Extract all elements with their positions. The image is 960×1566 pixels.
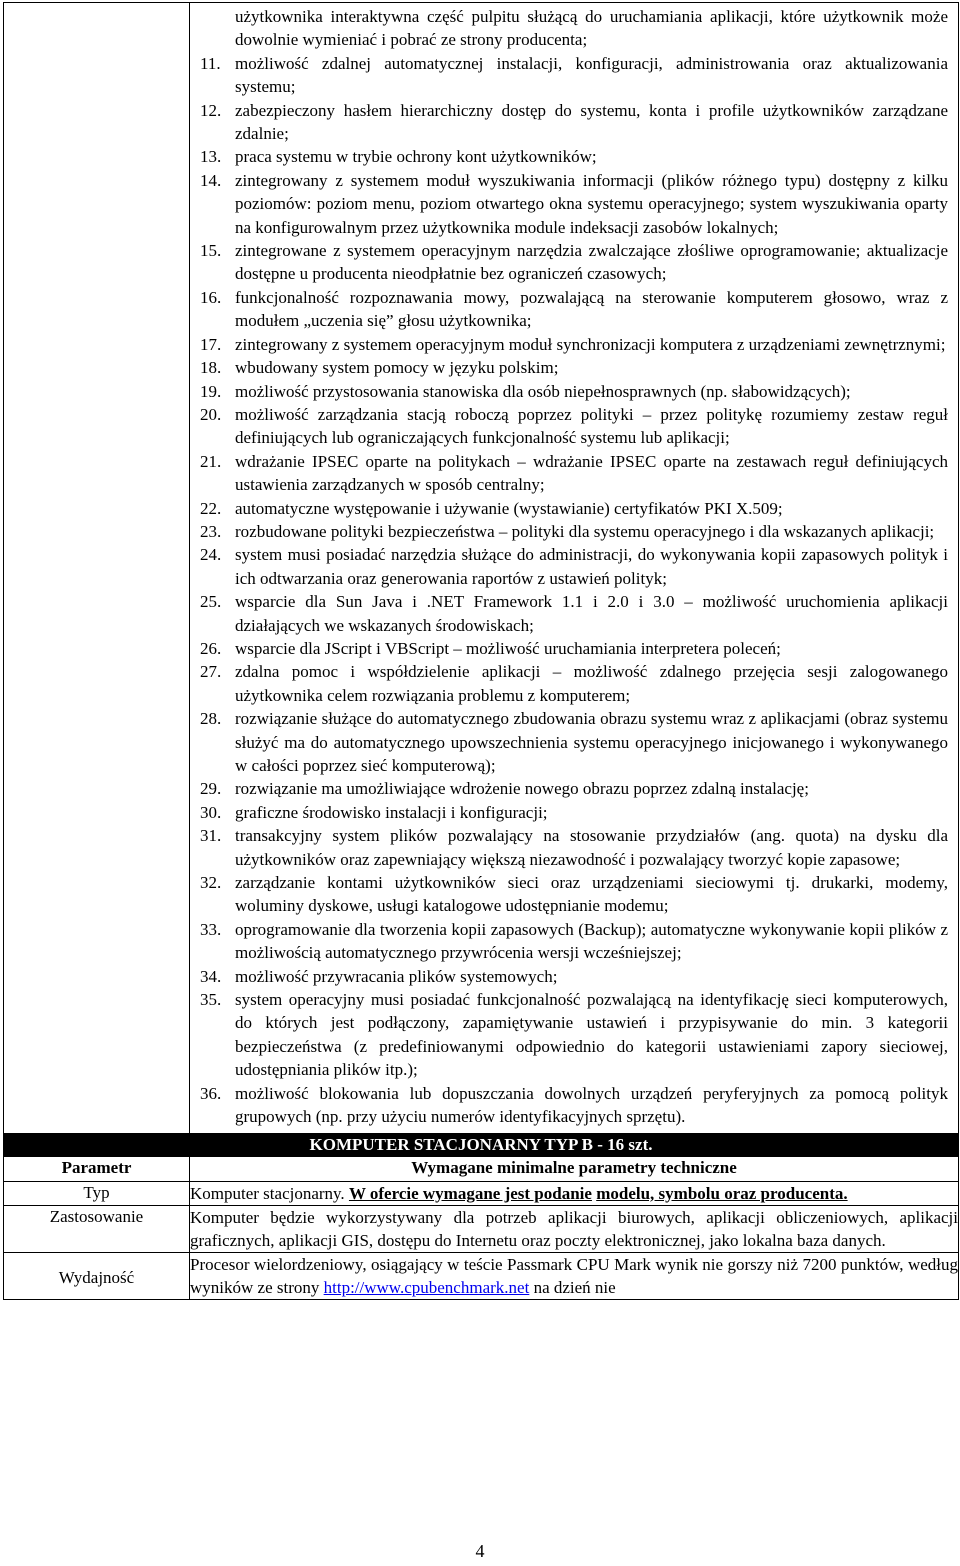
item-number: 12. [200, 100, 222, 120]
list-item [200, 871, 948, 918]
list-item [200, 5, 948, 52]
param-value: Komputer stacjonarny. W ofercie wymagane jest podanie modelu, symbolu oraz producenta. [190, 1181, 959, 1205]
list-item [200, 988, 948, 1082]
item-number: 22. [200, 498, 222, 518]
item-number: 34. [200, 966, 222, 986]
list-item [200, 1082, 948, 1129]
item-number: 21. [200, 451, 222, 471]
list-item [200, 169, 948, 239]
item-text: system operacyjny musi posiadać funkcjonalność pozwalającą na identyfikację sieci komputerowych, do których jest podłączony, zapamiętywanie ustawień i przypisywanie do min. 3 kategorii bezpieczeństwa (z predefiniowanymi odpowiednio do kategorii ustawieniami zapory sieciowej, udostępniania plików itp.); [235, 990, 948, 1080]
header-requirements: Wymagane minimalne parametry techniczne [190, 1156, 959, 1181]
param-value: Komputer będzie wykorzystywany dla potrzeb aplikacji biurowych, aplikacji obliczeniowych, aplikacji graficznych, aplikacji GIS, dostępu do Internetu oraz poczty elektronicznej, jako lokalna baza danych. [190, 1205, 959, 1252]
item-number: 33. [200, 919, 222, 939]
list-item [200, 520, 948, 543]
list-item [200, 52, 948, 99]
list-item [200, 777, 948, 800]
item-text: graficzne środowisko instalacji i konfiguracji; [235, 802, 548, 822]
emphasis-text: modelu, symbolu oraz producenta. [596, 1183, 848, 1203]
row-typ [4, 1181, 959, 1205]
item-text: zabezpieczony hasłem hierarchiczny dostęp do systemu, konta i profile użytkowników zarządzane zdalnie; [235, 100, 948, 144]
list-item [200, 239, 948, 286]
requirements-row [4, 3, 959, 1134]
item-number: 29. [200, 779, 222, 799]
continuation-text: użytkownika interaktywna część pulpitu służącą do uruchamiania aplikacji, które użytkownik może dowolnie wymieniać i pobrać ze strony producenta; [235, 7, 948, 50]
item-number: 17. [200, 334, 222, 354]
list-item [200, 660, 948, 707]
item-number: 26. [200, 638, 222, 658]
list-item [200, 380, 948, 403]
param-label: Wydajność [4, 1252, 190, 1299]
item-number: 23. [200, 521, 222, 541]
item-text: wdrażanie IPSEC oparte na politykach – wdrażanie IPSEC oparte na zestawach reguł definiujących ustawienia zarządzanych w sposób centralny; [235, 451, 948, 495]
item-number: 28. [200, 709, 222, 729]
list-item [200, 918, 948, 965]
item-text: praca systemu w trybie ochrony kont użytkowników; [235, 147, 597, 167]
list-item [200, 801, 948, 824]
item-text: oprogramowanie dla tworzenia kopii zapasowych (Backup); automatyczne wykonywanie kopii plików z możliwością automatycznego przywrócenia wersji wcześniejszej; [235, 919, 948, 963]
item-text: transakcyjny system plików pozwalający na stosowanie przydziałów (ang. quota) na dysku dla użytkowników oraz zapewniający większą niezawodność i pozwalający tworzyć kopie zapasowe; [235, 826, 948, 869]
param-label: Typ [4, 1181, 190, 1205]
item-number: 24. [200, 545, 222, 565]
list-item [200, 450, 948, 497]
list-item [200, 497, 948, 520]
list-item [200, 824, 948, 871]
cpubenchmark-link[interactable]: http://www.cpubenchmark.net [323, 1277, 530, 1297]
emphasis-text: W ofercie wymagane jest podanie [348, 1183, 592, 1203]
item-text: zintegrowany z systemem moduł wyszukiwania informacji (plików różnego typu) dostępny z kilku poziomów: poziom menu, poziom otwartego okna systemu operacyjnego; system wyszukiwania oparty na konfigurowalnym przez użytkownika module indeksacji zasobów lokalnych; [235, 170, 948, 237]
item-number: 15. [200, 241, 222, 261]
item-text: zarządzanie kontami użytkowników sieci oraz urządzeniami sieciowymi tj. drukarki, modemy, woluminy dyskowe, usługi katalogowe udostępnianie modemu; [235, 873, 948, 916]
spec-table [3, 2, 959, 1300]
item-number: 14. [200, 170, 222, 190]
item-text: zintegrowane z systemem operacyjnym narzędzia zwalczające złośliwe oprogramowanie; aktualizacje dostępne u producenta nieodpłatnie bez ograniczeń czasowych; [235, 241, 948, 284]
page-number: 4 [475, 1541, 485, 1561]
item-number: 20. [200, 404, 222, 424]
list-item [200, 99, 948, 146]
list-item [200, 637, 948, 660]
item-text: automatyczne występowanie i używanie (wystawianie) certyfikatów PKI X.509; [235, 498, 783, 518]
row-wydajnosc [4, 1252, 959, 1299]
item-number: 13. [200, 147, 222, 167]
item-number: 11. [200, 53, 221, 73]
item-text: system musi posiadać narzędzia służące do administracji, do wykonywania kopii zapasowych polityk i ich odtwarzania oraz generowania raportów z ustawień polityk; [235, 545, 948, 588]
item-text: rozwiązanie służące do automatycznego zbudowania obrazu systemu wraz z aplikacjami (obraz systemu służyć ma do automatycznego upowszechnienia systemu operacyjnego inicjowanego i wykonywanego w całości poprzez sieć komputerową); [235, 709, 948, 775]
item-number: 31. [200, 826, 222, 846]
list-item [200, 356, 948, 379]
requirements-items [200, 52, 948, 1129]
item-number: 19. [200, 381, 222, 401]
item-text: wbudowany system pomocy w języku polskim; [235, 358, 559, 378]
item-number: 35. [200, 990, 222, 1010]
item-text: rozwiązanie ma umożliwiające wdrożenie nowego obrazu poprzez zdalną instalację; [235, 779, 809, 799]
section-banner: KOMPUTER STACJONARNY TYP B - 16 szt. [4, 1133, 959, 1156]
item-text: możliwość przywracania plików systemowych; [235, 966, 558, 986]
item-text: wsparcie dla Sun Java i .NET Framework 1.1 i 2.0 i 3.0 – możliwość uruchomienia aplikacji działających we wskazanych środowiskach; [235, 592, 948, 635]
requirements-list [190, 3, 958, 1133]
list-item [200, 590, 948, 637]
item-text: funkcjonalność rozpoznawania mowy, pozwalającą na sterowanie komputerem głosowo, wraz z modułem „uczenia się” głosu użytkownika; [235, 287, 948, 331]
item-number: 30. [200, 802, 222, 822]
item-text: możliwość blokowania lub dopuszczania dowolnych urządzeń peryferyjnych za pomocą polityk grupowych (np. przy użyciu numerów identyfikacyjnych sprzętu). [235, 1083, 948, 1127]
item-text: wsparcie dla JScript i VBScript – możliwość uruchamiania interpretera poleceń; [235, 638, 781, 658]
list-item [200, 145, 948, 168]
header-param: Parametr [4, 1156, 190, 1181]
item-text: zdalna pomoc i współdzielenie aplikacji – możliwość zdalnego przejęcia sesji zalogowanego użytkownika celem rozwiązania problemu z komputerem; [235, 662, 948, 705]
empty-left-cell [4, 3, 190, 1134]
item-number: 36. [200, 1083, 222, 1103]
list-item [200, 707, 948, 777]
header-row [4, 1156, 959, 1181]
item-text: możliwość przystosowania stanowiska dla osób niepełnosprawnych (np. słabowidzących); [235, 381, 851, 401]
item-number: 18. [200, 358, 222, 378]
list-item [200, 333, 948, 356]
requirements-cell [190, 3, 959, 1134]
item-number: 16. [200, 287, 222, 307]
item-number: 32. [200, 873, 222, 893]
param-label: Zastosowanie [4, 1205, 190, 1252]
list-item [200, 403, 948, 450]
item-text: możliwość zarządzania stacją roboczą poprzez polityki – przez politykę rozumiemy zestaw reguł definiujących lub ograniczających funkcjonalność systemu lub aplikacji; [235, 404, 948, 448]
param-value: Procesor wielordzeniowy, osiągający w teście Passmark CPU Mark wynik nie gorszy niż 7200 punktów, według wyników ze strony http://www.cpubenchmark.net na dzień nie [190, 1252, 959, 1299]
list-item [200, 543, 948, 590]
banner-row [4, 1133, 959, 1156]
list-item [200, 965, 948, 988]
row-zastosowanie [4, 1205, 959, 1252]
list-item [200, 286, 948, 333]
item-number: 25. [200, 592, 222, 612]
item-number: 27. [200, 662, 222, 682]
item-text: możliwość zdalnej automatycznej instalacji, konfiguracji, administrowania oraz aktualizowania systemu; [235, 53, 948, 97]
item-text: zintegrowany z systemem operacyjnym moduł synchronizacji komputera z urządzeniami zewnętrznymi; [235, 334, 946, 354]
item-text: rozbudowane polityki bezpieczeństwa – polityki dla systemu operacyjnego i dla wskazanych aplikacji; [235, 521, 935, 541]
